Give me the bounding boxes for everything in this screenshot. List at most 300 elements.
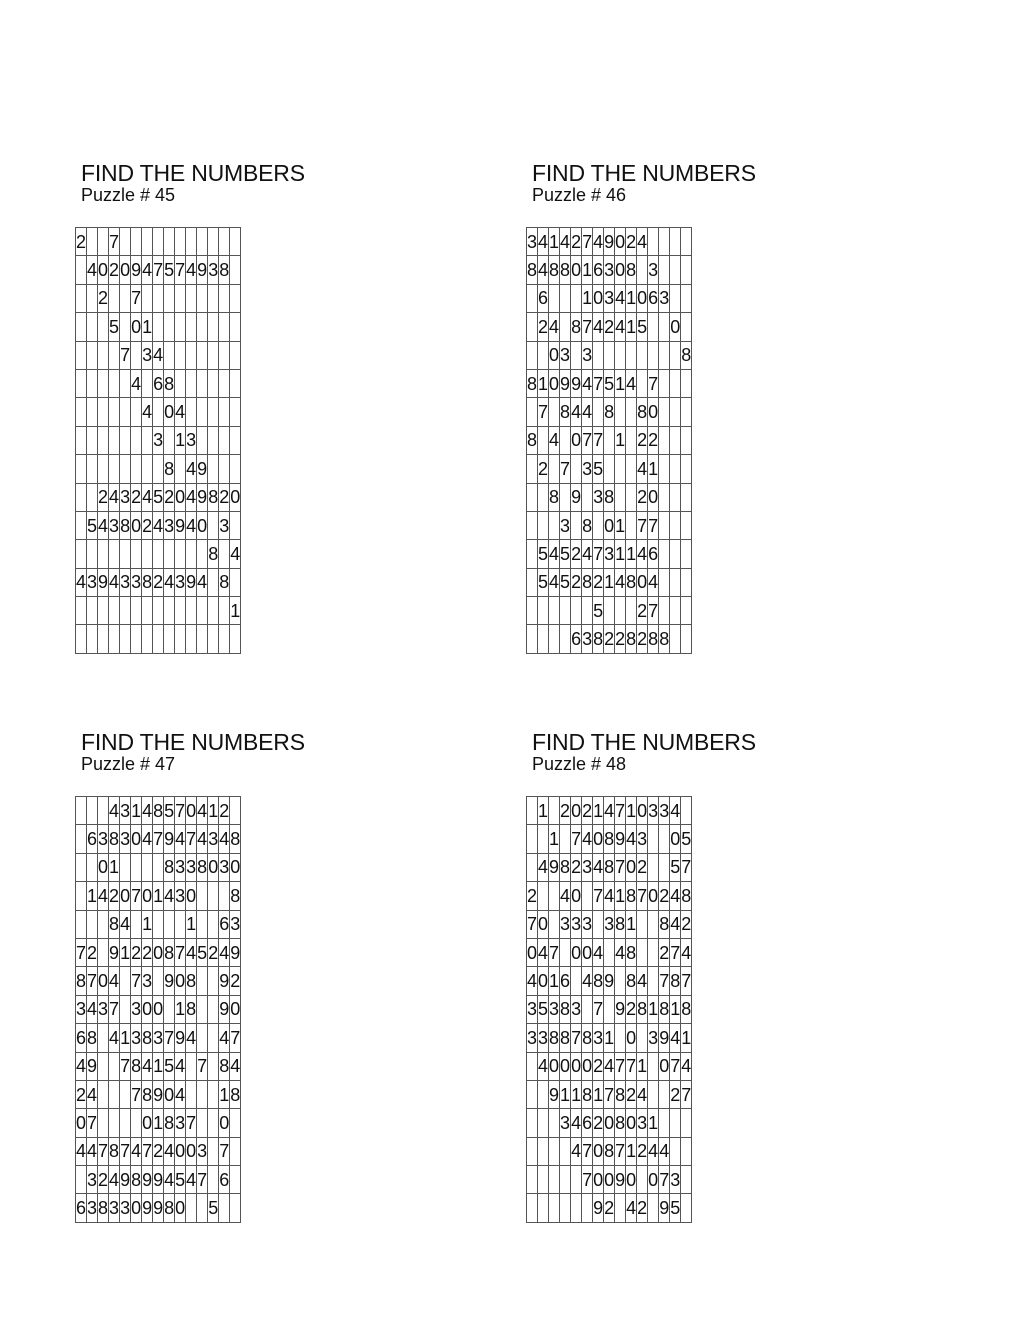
grid-row: [76, 284, 241, 312]
grid-cell: [208, 1080, 219, 1108]
grid-cell: 1: [626, 313, 637, 341]
puzzle-title: FIND THE NUMBERS: [532, 729, 756, 755]
grid-cell: 9: [549, 1080, 560, 1108]
grid-cell: 4: [164, 568, 175, 596]
grid-cell: [549, 1166, 560, 1194]
grid-row: [527, 938, 692, 966]
grid-cell: 8: [109, 1137, 120, 1165]
grid-cell: 3: [219, 853, 230, 881]
grid-cell: [175, 341, 186, 369]
grid-cell: [87, 540, 98, 568]
grid-cell: 3: [538, 1024, 549, 1052]
grid-cell: 0: [98, 853, 109, 881]
grid-cell: 7: [120, 1052, 131, 1080]
grid-cell: 4: [615, 938, 626, 966]
grid-cell: 1: [175, 995, 186, 1023]
grid-cell: 8: [681, 995, 692, 1023]
grid-cell: [648, 910, 659, 938]
grid-cell: 0: [549, 341, 560, 369]
grid-cell: [582, 1194, 593, 1222]
grid-cell: [549, 511, 560, 539]
grid-cell: 2: [637, 597, 648, 625]
grid-cell: [197, 284, 208, 312]
grid-row: [527, 910, 692, 938]
grid-cell: [76, 825, 87, 853]
grid-cell: [186, 228, 197, 256]
grid-cell: [98, 797, 109, 825]
grid-cell: 3: [582, 625, 593, 653]
grid-cell: [549, 625, 560, 653]
grid-cell: [208, 455, 219, 483]
grid-cell: 8: [615, 910, 626, 938]
grid-cell: 1: [615, 511, 626, 539]
puzzle-grid: [75, 227, 241, 654]
grid-cell: 1: [153, 1052, 164, 1080]
grid-cell: 4: [175, 398, 186, 426]
grid-cell: [681, 511, 692, 539]
grid-cell: [637, 1024, 648, 1052]
grid-cell: 0: [571, 256, 582, 284]
grid-cell: [670, 1109, 681, 1137]
grid-cell: [208, 910, 219, 938]
grid-cell: 8: [593, 625, 604, 653]
grid-cell: [76, 284, 87, 312]
grid-cell: [175, 228, 186, 256]
grid-cell: [593, 511, 604, 539]
grid-cell: 7: [527, 910, 538, 938]
grid-cell: 8: [615, 1109, 626, 1137]
grid-cell: 4: [604, 797, 615, 825]
grid-cell: 4: [87, 256, 98, 284]
grid-cell: 7: [197, 1052, 208, 1080]
grid-cell: [164, 426, 175, 454]
grid-cell: 5: [164, 256, 175, 284]
grid-cell: 0: [219, 1109, 230, 1137]
grid-cell: 8: [637, 995, 648, 1023]
grid-cell: [175, 455, 186, 483]
grid-cell: 2: [637, 426, 648, 454]
grid-cell: [538, 483, 549, 511]
grid-cell: [87, 398, 98, 426]
grid-cell: 0: [593, 284, 604, 312]
grid-cell: 0: [76, 1109, 87, 1137]
grid-cell: 8: [142, 1080, 153, 1108]
grid-cell: 7: [593, 369, 604, 397]
grid-cell: 7: [604, 1080, 615, 1108]
grid-cell: 8: [98, 1194, 109, 1222]
grid-cell: [197, 1024, 208, 1052]
grid-cell: 9: [87, 1052, 98, 1080]
grid-cell: 1: [538, 797, 549, 825]
grid-row: [527, 1194, 692, 1222]
grid-cell: 2: [98, 1166, 109, 1194]
grid-cell: [87, 284, 98, 312]
grid-cell: [626, 426, 637, 454]
grid-cell: [120, 455, 131, 483]
grid-cell: 0: [615, 256, 626, 284]
grid-cell: [681, 369, 692, 397]
grid-cell: 3: [109, 511, 120, 539]
grid-cell: [109, 540, 120, 568]
grid-cell: 8: [659, 910, 670, 938]
grid-cell: 8: [219, 1052, 230, 1080]
grid-cell: 7: [131, 284, 142, 312]
grid-cell: 5: [164, 797, 175, 825]
grid-cell: 8: [527, 426, 538, 454]
grid-cell: [109, 625, 120, 653]
grid-cell: [670, 483, 681, 511]
grid-row: [76, 1024, 241, 1052]
grid-cell: 7: [87, 1109, 98, 1137]
grid-cell: 1: [153, 882, 164, 910]
grid-cell: 8: [142, 568, 153, 596]
grid-cell: 0: [648, 882, 659, 910]
grid-cell: 4: [549, 313, 560, 341]
grid-cell: 7: [582, 1166, 593, 1194]
grid-cell: [659, 1080, 670, 1108]
grid-row: [76, 882, 241, 910]
grid-cell: [538, 341, 549, 369]
grid-cell: [681, 797, 692, 825]
grid-cell: 8: [219, 568, 230, 596]
grid-cell: [571, 1166, 582, 1194]
grid-cell: [615, 398, 626, 426]
grid-cell: 3: [142, 341, 153, 369]
grid-cell: 4: [615, 313, 626, 341]
grid-cell: 0: [637, 284, 648, 312]
grid-cell: 1: [626, 284, 637, 312]
grid-cell: 6: [219, 1166, 230, 1194]
grid-row: [76, 455, 241, 483]
grid-cell: 8: [582, 568, 593, 596]
grid-cell: [626, 398, 637, 426]
grid-cell: 7: [153, 256, 164, 284]
grid-cell: 7: [582, 426, 593, 454]
grid-cell: 1: [549, 967, 560, 995]
grid-cell: 4: [648, 568, 659, 596]
grid-cell: [538, 625, 549, 653]
grid-row: [527, 455, 692, 483]
grid-cell: 9: [98, 568, 109, 596]
grid-cell: 3: [648, 256, 659, 284]
grid-cell: [76, 540, 87, 568]
grid-cell: 3: [120, 483, 131, 511]
grid-cell: 8: [626, 967, 637, 995]
grid-cell: [571, 284, 582, 312]
grid-cell: [153, 967, 164, 995]
grid-cell: 2: [593, 1052, 604, 1080]
grid-cell: [98, 341, 109, 369]
grid-cell: 1: [648, 1109, 659, 1137]
grid-cell: [615, 483, 626, 511]
grid-cell: 2: [604, 625, 615, 653]
grid-cell: [230, 1194, 241, 1222]
grid-cell: 8: [560, 1024, 571, 1052]
grid-cell: 8: [549, 1024, 560, 1052]
grid-cell: [98, 313, 109, 341]
grid-cell: [626, 511, 637, 539]
grid-cell: 4: [582, 825, 593, 853]
grid-cell: [527, 625, 538, 653]
grid-cell: [219, 597, 230, 625]
grid-cell: [76, 426, 87, 454]
grid-cell: [527, 511, 538, 539]
grid-cell: [197, 1109, 208, 1137]
grid-cell: 3: [131, 995, 142, 1023]
grid-cell: [76, 313, 87, 341]
grid-cell: 3: [604, 910, 615, 938]
grid-cell: [120, 967, 131, 995]
grid-cell: [230, 511, 241, 539]
grid-cell: 8: [76, 967, 87, 995]
grid-cell: [208, 1166, 219, 1194]
grid-cell: [648, 967, 659, 995]
grid-cell: [230, 797, 241, 825]
grid-cell: [615, 341, 626, 369]
grid-cell: [571, 1194, 582, 1222]
grid-cell: 5: [109, 313, 120, 341]
grid-cell: [98, 938, 109, 966]
grid-cell: [527, 1080, 538, 1108]
grid-cell: 8: [109, 825, 120, 853]
grid-cell: [527, 540, 538, 568]
grid-cell: 2: [571, 540, 582, 568]
grid-cell: 1: [109, 853, 120, 881]
grid-cell: [164, 540, 175, 568]
grid-cell: 7: [637, 511, 648, 539]
grid-cell: 4: [76, 1052, 87, 1080]
grid-cell: 3: [175, 1109, 186, 1137]
grid-cell: 4: [131, 369, 142, 397]
grid-cell: 3: [527, 1024, 538, 1052]
grid-cell: 3: [76, 995, 87, 1023]
grid-cell: [659, 568, 670, 596]
grid-cell: [197, 341, 208, 369]
grid-cell: 3: [670, 1166, 681, 1194]
grid-cell: 5: [560, 568, 571, 596]
grid-cell: [538, 597, 549, 625]
grid-cell: [219, 1194, 230, 1222]
grid-cell: [208, 995, 219, 1023]
grid-cell: 3: [175, 882, 186, 910]
grid-row: [527, 1109, 692, 1137]
grid-row: [527, 1137, 692, 1165]
grid-cell: 3: [87, 568, 98, 596]
grid-cell: 1: [626, 910, 637, 938]
grid-cell: [571, 455, 582, 483]
grid-cell: 8: [549, 256, 560, 284]
grid-cell: 8: [109, 910, 120, 938]
grid-cell: 2: [604, 313, 615, 341]
grid-cell: 5: [538, 540, 549, 568]
grid-cell: [538, 511, 549, 539]
grid-cell: 2: [538, 455, 549, 483]
grid-cell: 4: [681, 938, 692, 966]
grid-cell: [681, 1137, 692, 1165]
grid-row: [76, 825, 241, 853]
grid-cell: [560, 284, 571, 312]
grid-cell: 2: [637, 1137, 648, 1165]
grid-cell: 9: [659, 1194, 670, 1222]
grid-cell: 1: [560, 1080, 571, 1108]
grid-cell: [604, 938, 615, 966]
grid-cell: 3: [582, 341, 593, 369]
grid-row: [527, 256, 692, 284]
grid-cell: 8: [670, 967, 681, 995]
grid-cell: [208, 284, 219, 312]
grid-cell: [230, 1109, 241, 1137]
grid-cell: [571, 511, 582, 539]
grid-cell: 7: [549, 938, 560, 966]
grid-cell: 7: [164, 1024, 175, 1052]
grid-row: [76, 625, 241, 653]
grid-cell: 7: [109, 995, 120, 1023]
grid-cell: [230, 228, 241, 256]
grid-cell: [131, 597, 142, 625]
grid-cell: 0: [626, 1166, 637, 1194]
grid-cell: 4: [604, 882, 615, 910]
grid-cell: [120, 228, 131, 256]
grid-cell: 8: [560, 853, 571, 881]
grid-cell: 2: [131, 938, 142, 966]
grid-cell: [560, 1194, 571, 1222]
grid-cell: 2: [109, 256, 120, 284]
grid-cell: 8: [142, 1024, 153, 1052]
grid-cell: 4: [637, 967, 648, 995]
grid-cell: 6: [582, 1109, 593, 1137]
grid-cell: [659, 369, 670, 397]
grid-cell: 9: [571, 369, 582, 397]
grid-cell: [87, 313, 98, 341]
grid-cell: [626, 483, 637, 511]
grid-cell: 4: [76, 1137, 87, 1165]
grid-cell: 4: [186, 256, 197, 284]
grid-cell: 0: [230, 995, 241, 1023]
grid-cell: 7: [582, 228, 593, 256]
grid-cell: [197, 1194, 208, 1222]
grid-cell: 0: [626, 853, 637, 881]
grid-cell: 1: [571, 1080, 582, 1108]
grid-cell: 0: [197, 511, 208, 539]
puzzle-grid: [75, 796, 241, 1223]
grid-cell: 7: [615, 1052, 626, 1080]
grid-cell: 5: [560, 540, 571, 568]
grid-cell: [615, 1194, 626, 1222]
grid-cell: [637, 1166, 648, 1194]
grid-cell: [87, 597, 98, 625]
grid-cell: 2: [164, 483, 175, 511]
grid-cell: 3: [593, 483, 604, 511]
grid-cell: 2: [560, 797, 571, 825]
grid-cell: 3: [175, 568, 186, 596]
grid-cell: 1: [582, 256, 593, 284]
grid-cell: 4: [560, 228, 571, 256]
grid-cell: [175, 369, 186, 397]
grid-cell: [153, 910, 164, 938]
grid-cell: [582, 882, 593, 910]
grid-cell: 7: [582, 313, 593, 341]
grid-row: [76, 398, 241, 426]
grid-cell: 0: [142, 1109, 153, 1137]
grid-cell: [219, 369, 230, 397]
grid-cell: 7: [219, 1137, 230, 1165]
grid-cell: 7: [593, 995, 604, 1023]
grid-cell: 1: [648, 455, 659, 483]
grid-cell: 3: [208, 825, 219, 853]
grid-cell: 0: [175, 967, 186, 995]
grid-cell: [98, 369, 109, 397]
grid-cell: [219, 313, 230, 341]
grid-cell: [549, 284, 560, 312]
grid-cell: [560, 1166, 571, 1194]
grid-cell: 0: [549, 369, 560, 397]
grid-cell: 0: [186, 797, 197, 825]
grid-cell: 4: [142, 1052, 153, 1080]
grid-cell: [164, 910, 175, 938]
grid-cell: [98, 1024, 109, 1052]
grid-cell: [538, 825, 549, 853]
grid-cell: 4: [87, 995, 98, 1023]
grid-cell: 1: [604, 1024, 615, 1052]
grid-cell: 4: [109, 967, 120, 995]
grid-cell: [593, 910, 604, 938]
grid-cell: 6: [571, 625, 582, 653]
grid-cell: 7: [681, 853, 692, 881]
grid-cell: [659, 853, 670, 881]
grid-row: [527, 398, 692, 426]
grid-cell: 3: [164, 511, 175, 539]
grid-cell: 6: [648, 540, 659, 568]
grid-cell: 2: [142, 511, 153, 539]
grid-cell: 4: [615, 568, 626, 596]
grid-cell: [527, 341, 538, 369]
grid-row: [527, 1052, 692, 1080]
grid-cell: 7: [615, 853, 626, 881]
grid-cell: 6: [538, 284, 549, 312]
grid-row: [76, 995, 241, 1023]
grid-cell: 4: [175, 1052, 186, 1080]
grid-cell: [120, 1109, 131, 1137]
grid-cell: 0: [153, 938, 164, 966]
grid-cell: [648, 853, 659, 881]
grid-cell: 7: [615, 797, 626, 825]
grid-cell: [208, 967, 219, 995]
grid-cell: [208, 1137, 219, 1165]
grid-cell: [681, 568, 692, 596]
grid-cell: 7: [76, 938, 87, 966]
grid-cell: [527, 1166, 538, 1194]
grid-cell: [208, 1109, 219, 1137]
grid-cell: 9: [175, 1024, 186, 1052]
grid-cell: 0: [582, 938, 593, 966]
grid-cell: 9: [615, 825, 626, 853]
grid-cell: 2: [219, 483, 230, 511]
grid-cell: 7: [670, 938, 681, 966]
grid-cell: 0: [98, 967, 109, 995]
grid-cell: 1: [208, 797, 219, 825]
grid-cell: [659, 511, 670, 539]
grid-cell: 4: [153, 341, 164, 369]
grid-cell: 0: [538, 967, 549, 995]
grid-cell: 3: [560, 910, 571, 938]
grid-cell: 5: [87, 511, 98, 539]
grid-cell: 4: [87, 1137, 98, 1165]
grid-cell: [527, 1109, 538, 1137]
grid-cell: [197, 228, 208, 256]
grid-cell: 8: [87, 1024, 98, 1052]
grid-cell: 9: [604, 967, 615, 995]
grid-row: [76, 483, 241, 511]
